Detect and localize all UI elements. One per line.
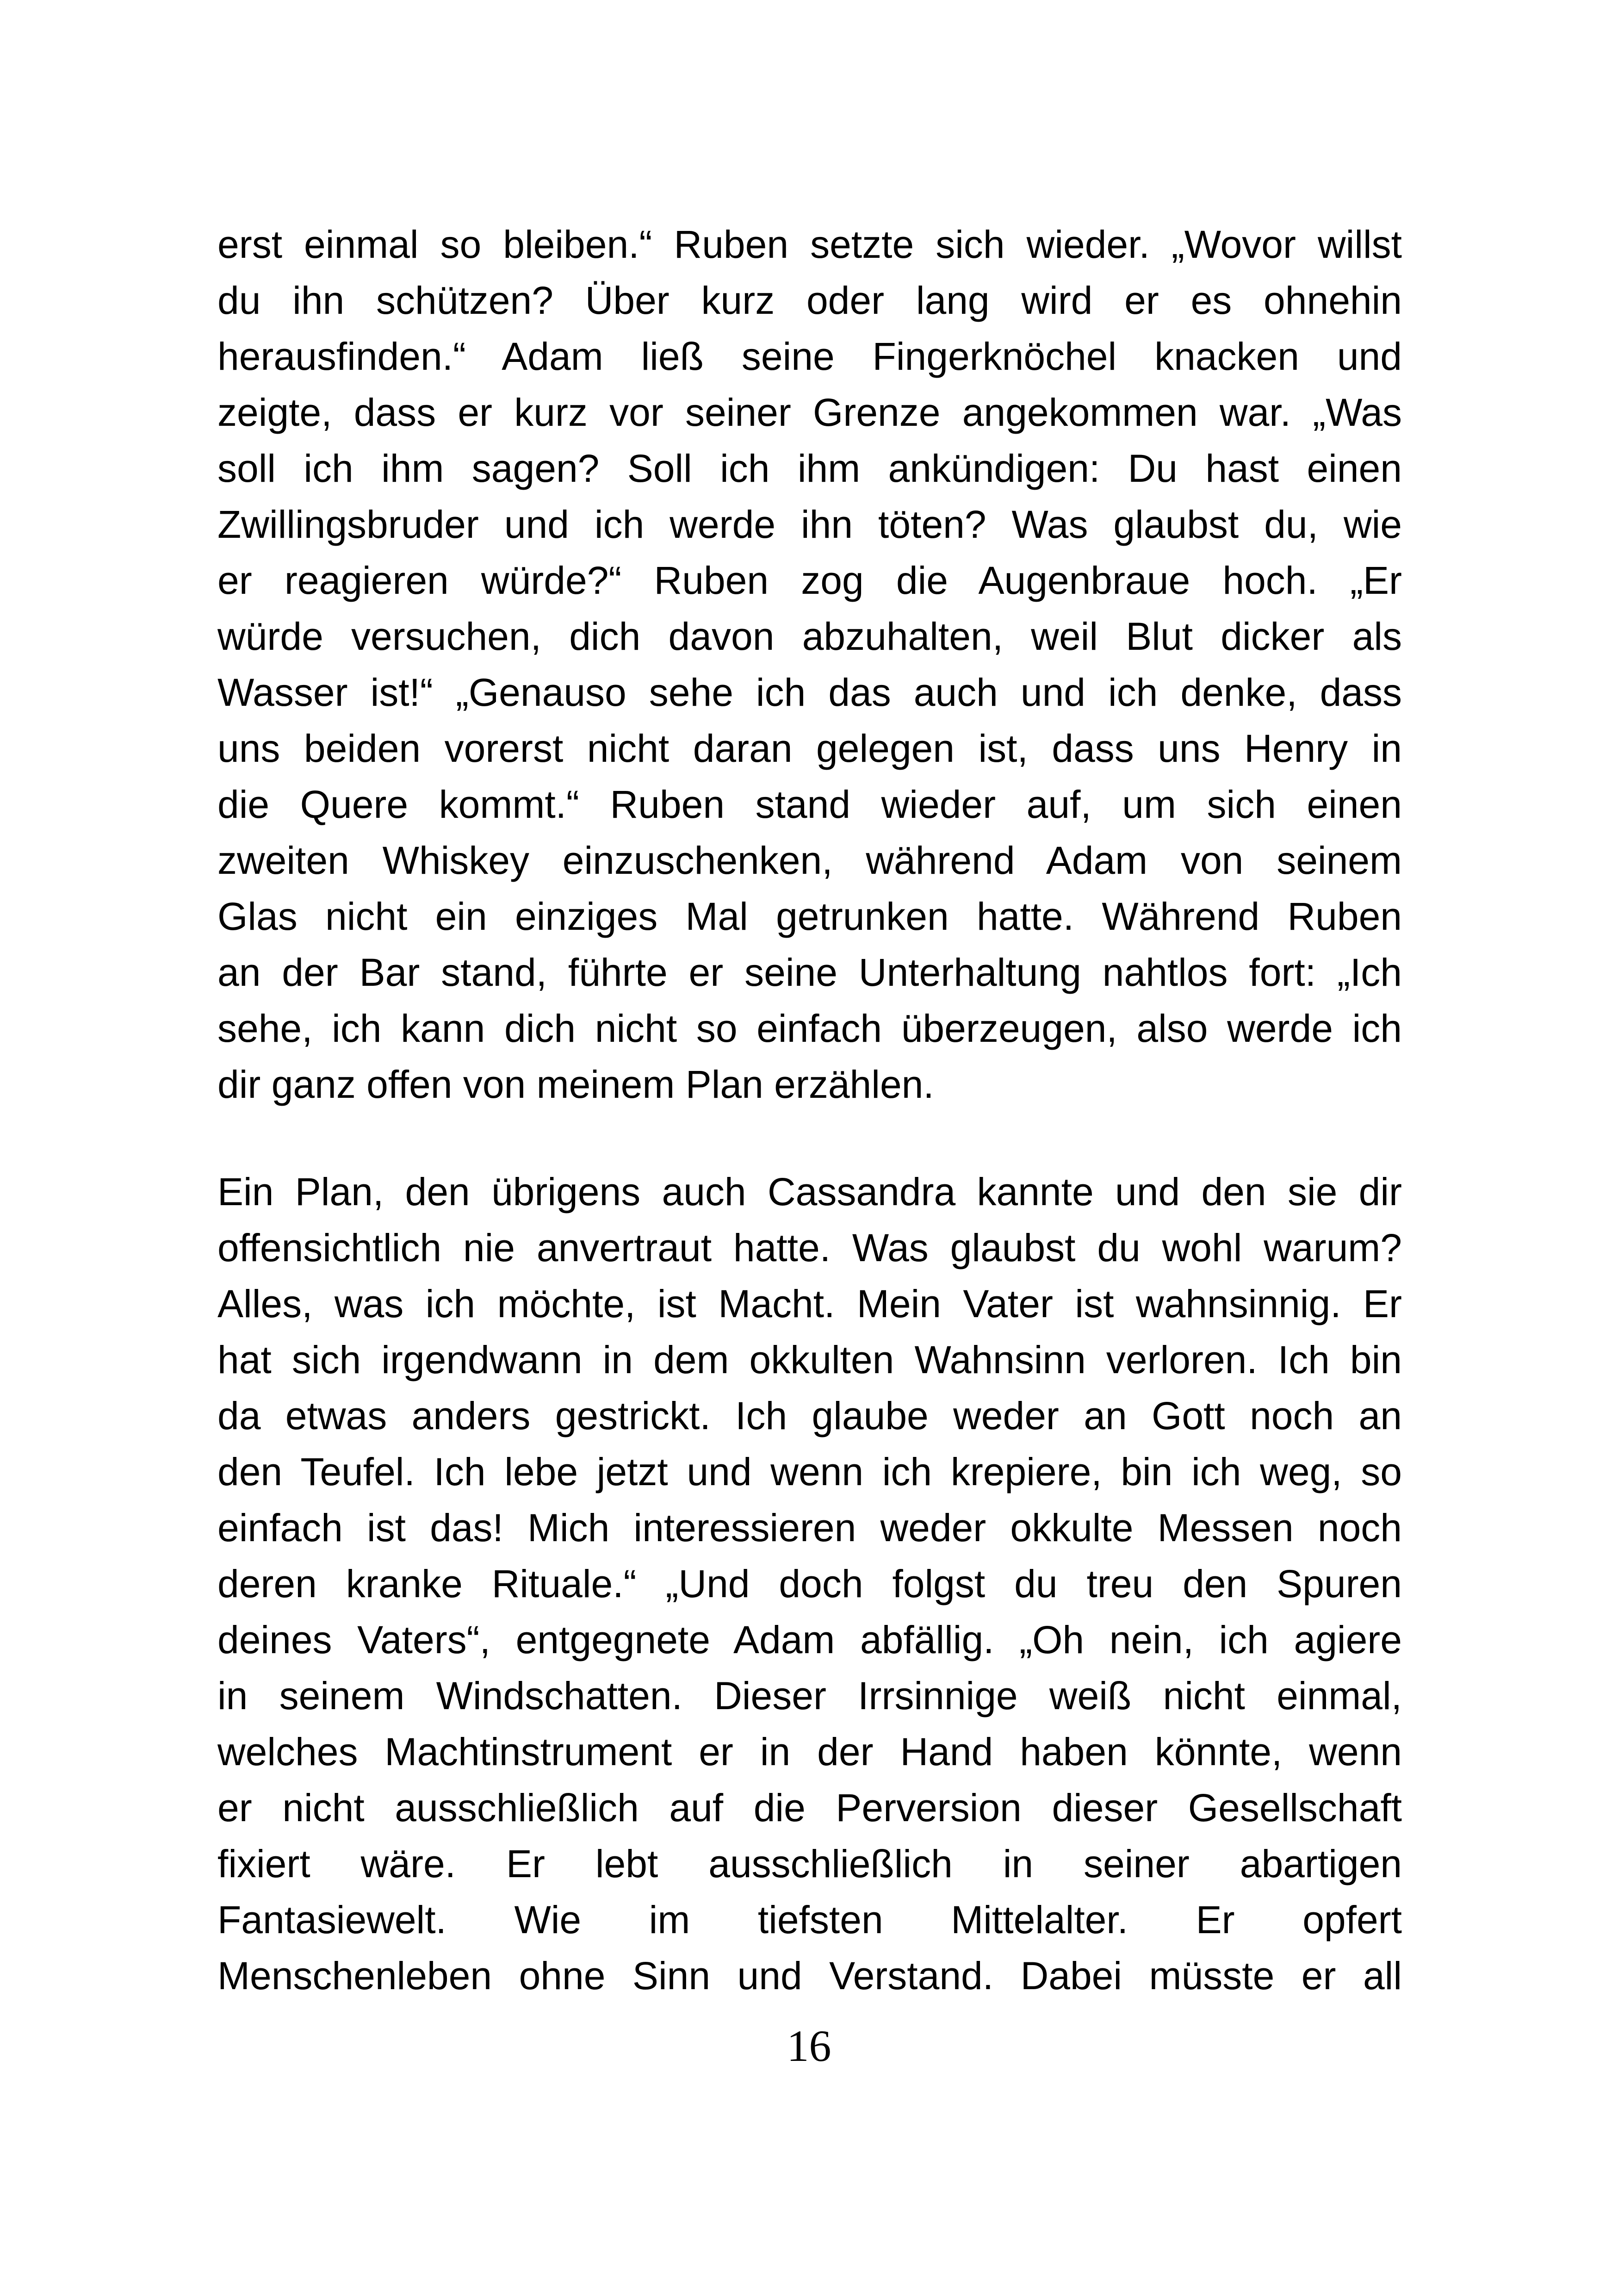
- text-line: Ein Plan, den übrigens auch Cassandra kannte und den sie dir: [217, 1170, 1402, 1213]
- text-line: soll ich ihm sagen? Soll ich ihm ankündigen: Du hast einen: [217, 447, 1402, 490]
- text-line: Menschenleben ohne Sinn und Verstand. Dabei müsste er all: [217, 1954, 1402, 1997]
- text-line: fixiert wäre. Er lebt ausschließlich in seiner abartigen: [217, 1842, 1402, 1885]
- text-line: uns beiden vorerst nicht daran gelegen ist, dass uns Henry in: [217, 727, 1402, 770]
- text-line: Glas nicht ein einziges Mal getrunken hatte. Während Ruben: [217, 895, 1402, 938]
- text-line: Zwillingsbruder und ich werde ihn töten? Was glaubst du, wie: [217, 503, 1402, 546]
- text-line: dir ganz offen von meinem Plan erzählen.: [217, 1063, 934, 1106]
- text-line: würde versuchen, dich davon abzuhalten, weil Blut dicker als: [217, 615, 1402, 658]
- text-line: hat sich irgendwann in dem okkulten Wahnsinn verloren. Ich bin: [217, 1338, 1402, 1381]
- text-line: du ihn schützen? Über kurz oder lang wird er es ohnehin: [217, 279, 1402, 322]
- text-line: Alles, was ich möchte, ist Macht. Mein Vater ist wahnsinnig. Er: [217, 1282, 1402, 1325]
- text-line: zeigte, dass er kurz vor seiner Grenze angekommen war. „Was: [217, 391, 1402, 434]
- text-line: die Quere kommt.“ Ruben stand wieder auf, um sich einen: [217, 783, 1402, 826]
- text-line: an der Bar stand, führte er seine Unterhaltung nahtlos fort: „Ich: [217, 951, 1402, 994]
- text-line: da etwas anders gestrickt. Ich glaube weder an Gott noch an: [217, 1394, 1402, 1437]
- text-line: er nicht ausschließlich auf die Perversion dieser Gesellschaft: [217, 1786, 1402, 1829]
- text-line: sehe, ich kann dich nicht so einfach überzeugen, also werde ich: [217, 1007, 1402, 1050]
- text-line: in seinem Windschatten. Dieser Irrsinnige weiß nicht einmal,: [217, 1674, 1402, 1717]
- paragraph-1: [217, 217, 1402, 1113]
- text-line: herausfinden.“ Adam ließ seine Fingerknöchel knacken und: [217, 335, 1402, 378]
- text-line: offensichtlich nie anvertraut hatte. Was glaubst du wohl warum?: [217, 1226, 1402, 1269]
- text-line: Fantasiewelt. Wie im tiefsten Mittelalter. Er opfert: [217, 1898, 1402, 1941]
- text-line: deren kranke Rituale.“ „Und doch folgst du treu den Spuren: [217, 1562, 1402, 1605]
- text-line: er reagieren würde?“ Ruben zog die Augenbraue hoch. „Er: [217, 559, 1402, 602]
- text-line: den Teufel. Ich lebe jetzt und wenn ich krepiere, bin ich weg, so: [217, 1450, 1402, 1493]
- text-line: einfach ist das! Mich interessieren weder okkulte Messen noch: [217, 1506, 1402, 1549]
- text-line: welches Machtinstrument er in der Hand haben könnte, wenn: [217, 1730, 1402, 1773]
- page-number: 16: [787, 2021, 831, 2071]
- text-line: erst einmal so bleiben.“ Ruben setzte sich wieder. „Wovor willst: [217, 223, 1402, 266]
- text-line: zweiten Whiskey einzuschenken, während Adam von seinem: [217, 839, 1402, 882]
- text-line: deines Vaters“, entgegnete Adam abfällig. „Oh nein, ich agiere: [217, 1618, 1402, 1661]
- text-line: Wasser ist!“ „Genauso sehe ich das auch und ich denke, dass: [217, 671, 1402, 714]
- paragraph-2: [217, 1164, 1402, 2004]
